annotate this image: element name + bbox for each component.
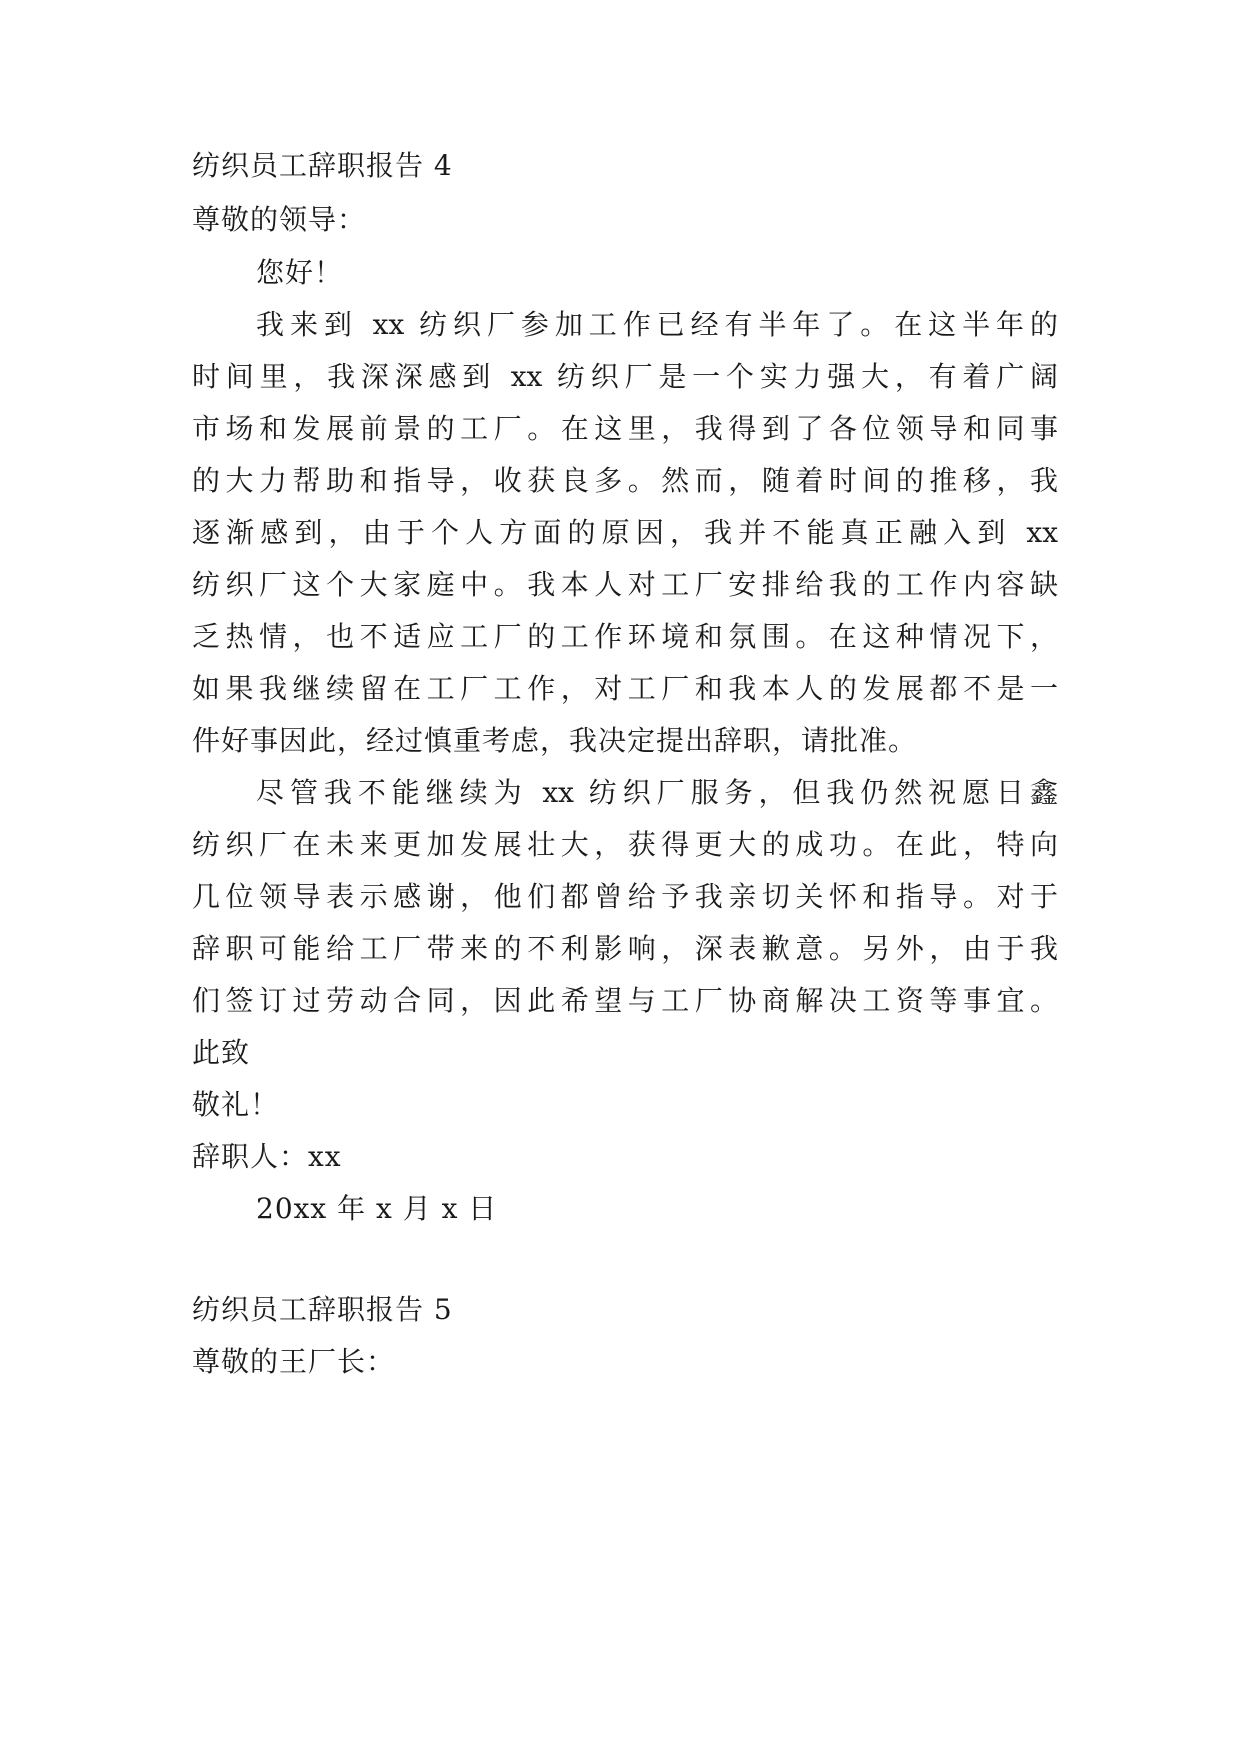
- body-line: 件好事因此，经过慎重考虑，我决定提出辞职，请批准。: [192, 724, 918, 757]
- signer: 辞职人：xx: [192, 1140, 342, 1173]
- body-line: 尽管我不能继续为 xx 纺织厂服务，但我仍然祝愿日鑫: [256, 776, 1058, 809]
- body-line: 们签订过劳动合同，因此希望与工厂协商解决工资等事宜。: [192, 984, 1058, 1017]
- body-line: 辞职可能给工厂带来的不利影响，深表歉意。另外，由于我: [192, 932, 1058, 965]
- date: 20xx 年 x 月 x 日: [256, 1192, 498, 1225]
- salutation: 尊敬的领导：: [192, 203, 367, 236]
- body-line: 如果我继续留在工厂工作，对工厂和我本人的发展都不是一: [192, 672, 1058, 705]
- body-line: 乏热情，也不适应工厂的工作环境和氛围。在这种情况下，: [192, 620, 1058, 653]
- body-line: 逐渐感到，由于个人方面的原因，我并不能真正融入到 xx: [192, 516, 1058, 549]
- body-line: 时间里，我深深感到 xx 纺织厂是一个实力强大，有着广阔: [192, 360, 1058, 393]
- greeting: 您好！: [256, 256, 344, 289]
- body-line: 几位领导表示感谢，他们都曾给予我亲切关怀和指导。对于: [192, 880, 1058, 913]
- body-line: 我来到 xx 纺织厂参加工作已经有半年了。在这半年的: [256, 308, 1058, 341]
- body-line: 市场和发展前景的工厂。在这里，我得到了各位领导和同事: [192, 412, 1058, 445]
- closing-regards: 敬礼！: [192, 1088, 280, 1121]
- closing-line: 此致: [192, 1036, 251, 1069]
- letter-title: 纺织员工辞职报告 5: [192, 1293, 453, 1326]
- body-line: 纺织厂在未来更加发展壮大，获得更大的成功。在此，特向: [192, 828, 1058, 861]
- body-line: 的大力帮助和指导，收获良多。然而，随着时间的推移，我: [192, 464, 1058, 497]
- body-line: 纺织厂这个大家庭中。我本人对工厂安排给我的工作内容缺: [192, 568, 1058, 601]
- letter-title: 纺织员工辞职报告 4: [192, 149, 453, 182]
- salutation: 尊敬的王厂长：: [192, 1345, 396, 1378]
